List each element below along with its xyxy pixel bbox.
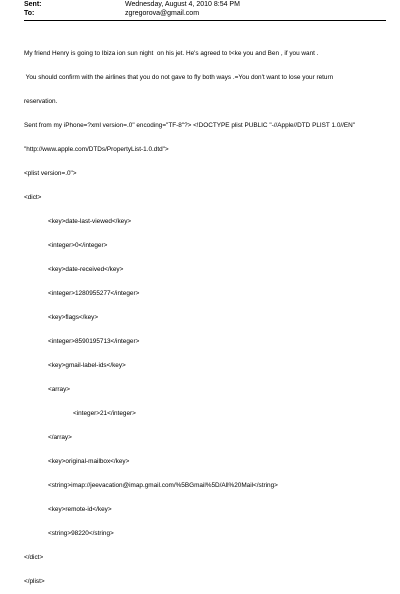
sent-row [24, 0, 394, 9]
email-body [24, 34, 392, 594]
header-divider [24, 20, 386, 21]
body-line: Sent from my iPhone=?xml version=.0" encoding="TF-8"?> <!DOCTYPE plist PUBLIC "-//Apple//DTD PLIST 1.0//EN" [24, 122, 356, 129]
body-line: <integer>0</integer> [48, 242, 108, 249]
to-row [24, 9, 394, 18]
body-line: "http://www.apple.com/DTDs/PropertyList-1.0.dtd"> [24, 146, 169, 153]
sent-value: Wednesday, August 4, 2010 8:54 PM [125, 1, 240, 8]
sent-label: Sent: [24, 1, 42, 8]
body-line: reservation. [24, 98, 58, 105]
body-line: <key>date-received</key> [48, 266, 124, 273]
body-line: </plist> [24, 578, 45, 585]
body-line: <integer>21</integer> [73, 410, 136, 417]
body-line: <array> [48, 386, 71, 393]
body-line: </dict> [24, 554, 44, 561]
body-line: <dict> [24, 194, 42, 201]
body-line: <integer>8590195713</integer> [48, 338, 140, 345]
body-line: <key>remote-id</key> [48, 506, 112, 513]
body-line: <integer>1280955277</integer> [48, 290, 140, 297]
body-line: </array> [48, 434, 72, 441]
body-line: <string>imap://jeevacation@imap.gmail.com/%5BGmail%5D/All%20Mail</string> [48, 482, 278, 489]
body-line: <key>original-mailbox</key> [48, 458, 130, 465]
body-line: My friend Henry is going to Ibiza ion sun night on his jet. He's agreed to t<ke you and Ben , if you want . [24, 50, 319, 57]
body-line: <string>98220</string> [48, 530, 114, 537]
body-line: <key>gmail-label-ids</key> [48, 362, 126, 369]
to-value: zgregorova@gmail.com [125, 10, 200, 17]
body-line: <key>flags</key> [48, 314, 99, 321]
body-line: <key>date-last-viewed</key> [48, 218, 132, 225]
body-line: You should confirm with the airlines that you do not gave to fly both ways .=You don't want to lose your return [24, 74, 334, 81]
email-header [24, 0, 394, 18]
body-line: <plist version=.0"> [24, 170, 77, 177]
to-label: To: [24, 10, 35, 17]
